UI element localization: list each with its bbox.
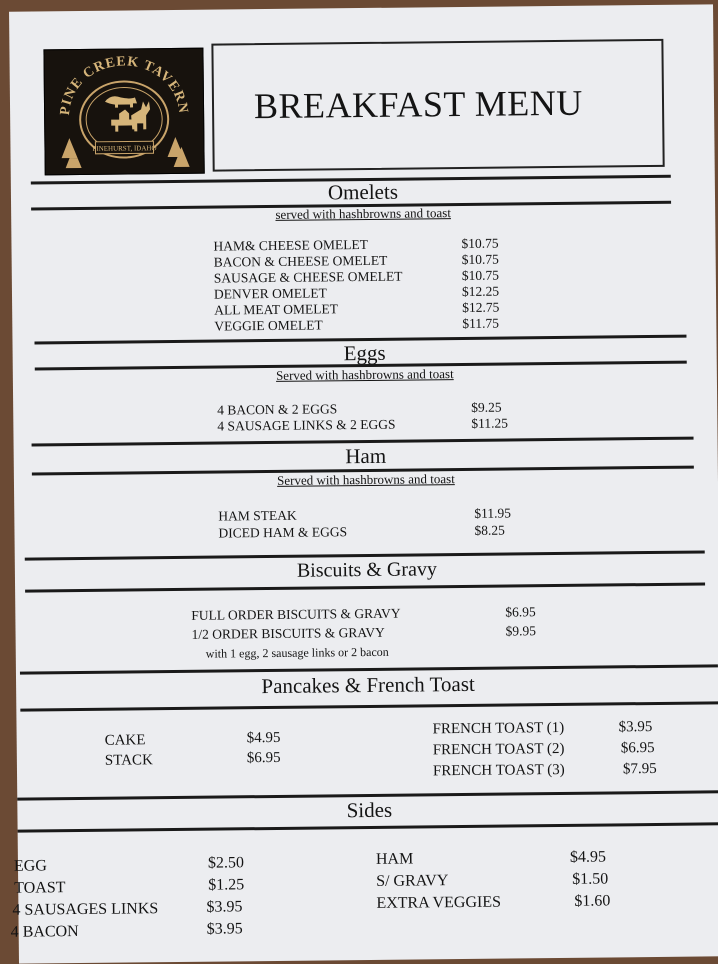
- pine-creek-tavern-logo: [43, 48, 204, 176]
- menu-item-price: $6.95: [246, 749, 281, 767]
- menu-item-price: $10.75: [461, 235, 499, 251]
- menu-item-price: $7.95: [622, 760, 657, 778]
- divider: [20, 701, 718, 711]
- menu-item-price: $3.95: [206, 920, 243, 938]
- logo-location: PINEHURST, IDAHO: [92, 144, 157, 153]
- menu-item-price: $3.95: [618, 719, 653, 736]
- section-heading-eggs: Eggs: [343, 340, 386, 366]
- menu-item-price: $11.75: [462, 315, 500, 331]
- menu-sheet: [9, 4, 718, 963]
- menu-item-name: ALL MEAT OMELET: [214, 301, 338, 318]
- menu-item-price: $12.75: [462, 299, 500, 315]
- menu-item-name: S/ GRAVY: [376, 872, 449, 890]
- menu-item-name: 4 BACON & 2 EGGS: [217, 401, 338, 418]
- menu-item-price: $4.95: [569, 848, 607, 866]
- menu-item-price: $6.95: [620, 739, 655, 757]
- menu-item-price: $10.75: [461, 251, 499, 267]
- section-heading-omelets: Omelets: [327, 179, 399, 205]
- menu-item-name: BACON & CHEESE OMELET: [213, 252, 388, 270]
- omelets-subtitle: served with hashbrowns and toast: [275, 205, 451, 222]
- menu-item-name: FRENCH TOAST (3): [432, 761, 565, 780]
- svg-text:PINE CREEK TAVERN: PINE CREEK TAVERN: [57, 54, 191, 116]
- menu-item-name: FULL ORDER BISCUITS & GRAVY: [191, 605, 401, 623]
- ham-subtitle: Served with hashbrowns and toast: [277, 471, 455, 488]
- menu-item-price: $1.50: [572, 870, 609, 888]
- menu-item-price: $11.95: [474, 505, 512, 521]
- menu-item-name: TOAST: [14, 879, 66, 897]
- eggs-subtitle: Served with hashbrowns and toast: [275, 366, 454, 383]
- menu-item-name: 4 BACON: [10, 923, 79, 941]
- title-box: [211, 39, 664, 172]
- menu-item-name: CAKE: [104, 732, 146, 749]
- menu-item-name: 4 SAUSAGE LINKS & 2 EGGS: [217, 416, 396, 434]
- menu-item-price: $9.25: [471, 399, 502, 415]
- menu-item-name: SAUSAGE & CHEESE OMELET: [213, 268, 403, 286]
- menu-item-price: $12.25: [461, 283, 500, 299]
- menu-item-price: $11.25: [471, 415, 509, 431]
- menu-title: BREAKFAST MENU: [253, 82, 583, 127]
- menu-item-name: EXTRA VEGGIES: [376, 893, 502, 912]
- menu-item-price: $8.25: [474, 522, 505, 538]
- menu-item-name: HAM: [375, 850, 414, 868]
- menu-item-price: $2.50: [207, 854, 245, 872]
- menu-item-name: STACK: [104, 752, 153, 769]
- menu-item-price: $9.95: [505, 623, 536, 639]
- menu-item-name: DENVER OMELET: [213, 285, 327, 302]
- menu-item-name: HAM& CHEESE OMELET: [213, 236, 369, 254]
- menu-item-name: EGG: [13, 857, 47, 875]
- section-heading-ham: Ham: [345, 443, 387, 469]
- menu-item-name: 1/2 ORDER BISCUITS & GRAVY: [191, 624, 385, 642]
- menu-item-name: DICED HAM & EGGS: [218, 524, 348, 541]
- menu-item-price: $4.95: [246, 729, 281, 747]
- tavern-emblem-icon: [44, 49, 203, 175]
- menu-item-name: FRENCH TOAST (2): [432, 740, 565, 759]
- menu-item-price: $6.95: [505, 604, 536, 620]
- menu-item-name: 4 SAUSAGES LINKS: [12, 900, 159, 919]
- section-heading-biscuits-gravy: Biscuits & Gravy: [296, 558, 438, 582]
- section-heading-sides: Sides: [346, 797, 393, 823]
- biscuits-note: with 1 egg, 2 sausage links or 2 bacon: [205, 644, 389, 661]
- menu-item-name: HAM STEAK: [218, 507, 297, 524]
- menu-item-name: FRENCH TOAST (1): [432, 719, 565, 738]
- menu-item-price: $3.95: [206, 898, 243, 916]
- section-heading-pancakes: Pancakes & French Toast: [261, 671, 475, 699]
- menu-item-price: $1.60: [574, 892, 611, 910]
- menu-item-price: $10.75: [461, 267, 500, 283]
- menu-item-price: $1.25: [208, 876, 245, 894]
- menu-item-name: VEGGIE OMELET: [214, 317, 323, 334]
